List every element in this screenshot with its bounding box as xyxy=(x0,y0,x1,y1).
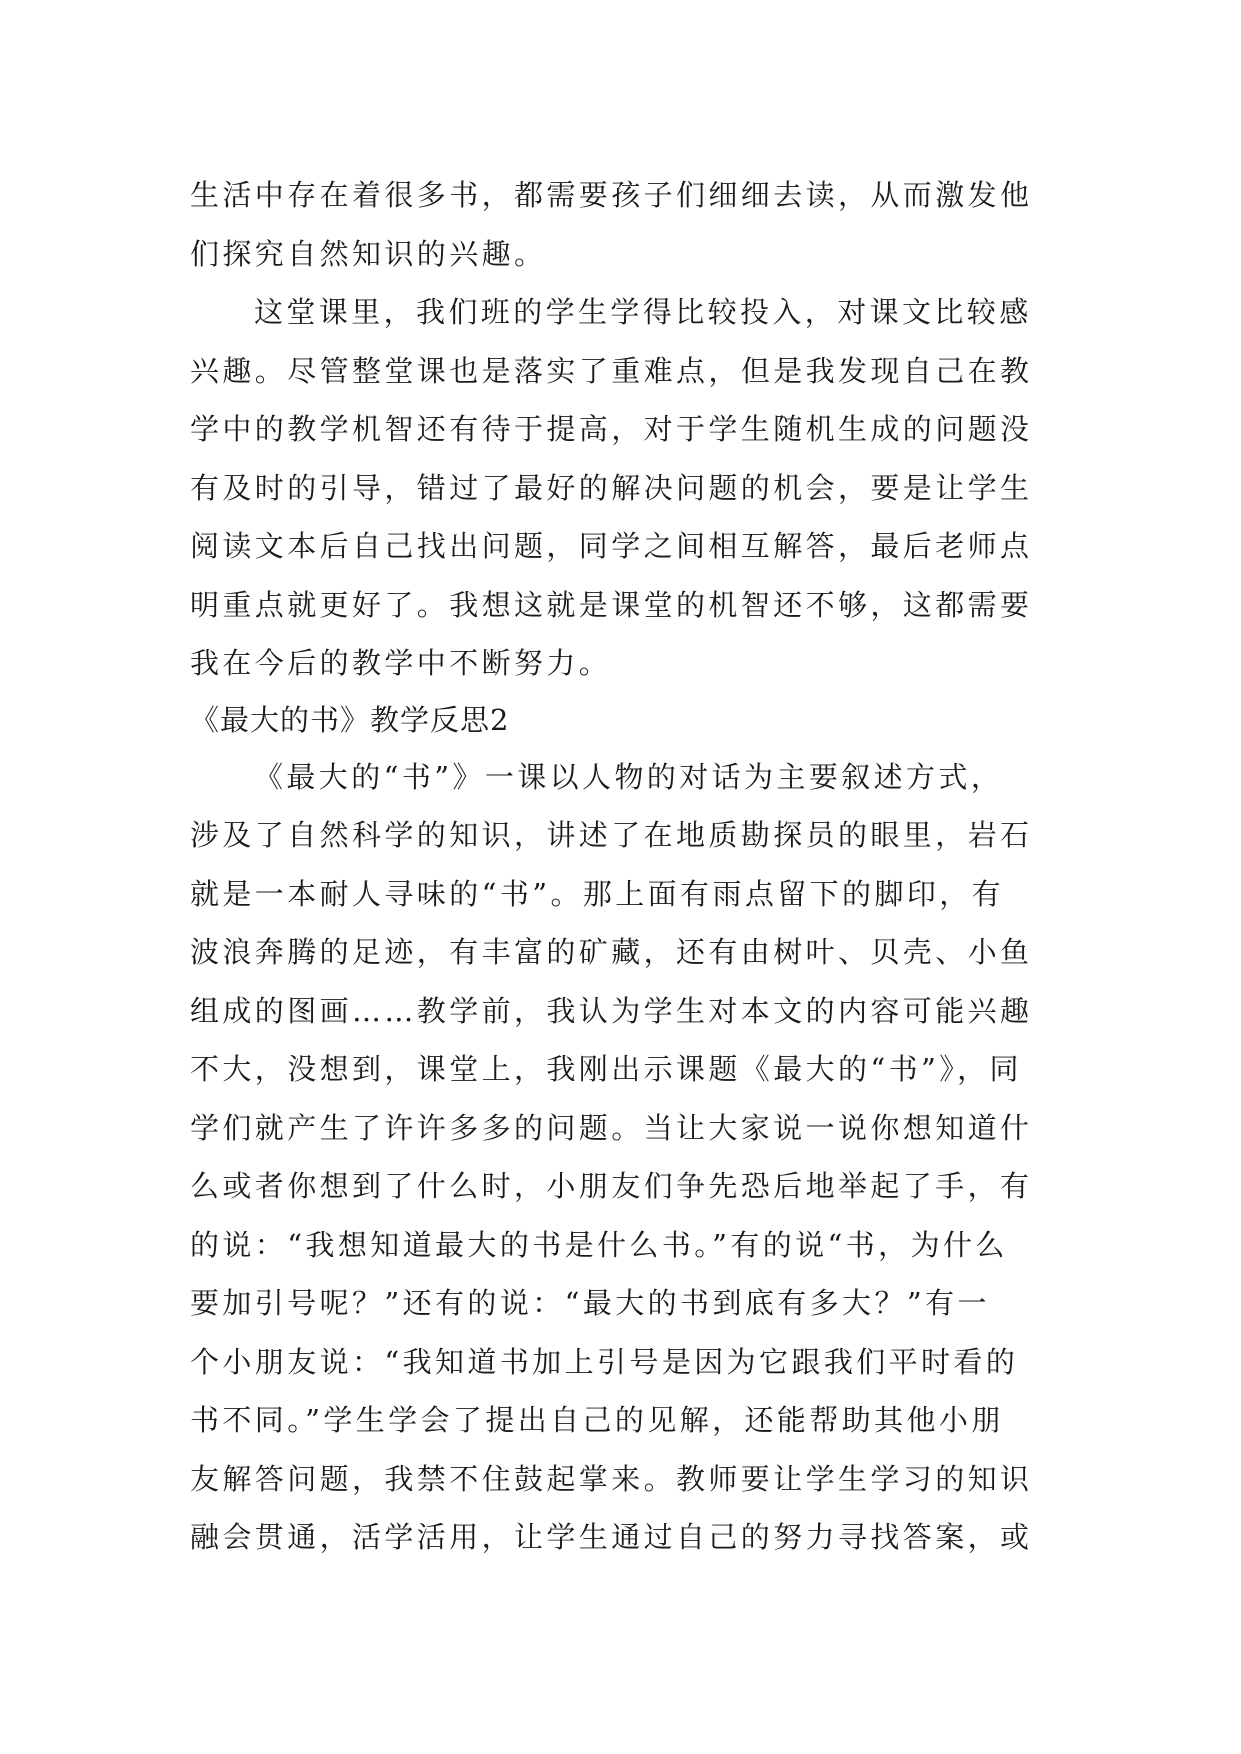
text-line: 我在今后的教学中不断努力。 xyxy=(190,646,612,680)
document-body xyxy=(190,166,1058,1567)
paragraph xyxy=(190,283,1058,693)
text-line: 阅读文本后自己找出问题，同学之间相互解答，最后老师点 xyxy=(190,529,1033,563)
text-line: 要加引号呢？”还有的说：“最大的书到底有多大？”有一 xyxy=(190,1286,990,1320)
text-line: 么或者你想到了什么时，小朋友们争先恐后地举起了手，有 xyxy=(190,1169,1033,1203)
paragraph xyxy=(190,748,1058,1567)
text-line: 组成的图画……教学前，我认为学生对本文的内容可能兴趣 xyxy=(190,993,1033,1028)
text-line: 涉及了自然科学的知识，讲述了在地质勘探员的眼里，岩石 xyxy=(190,818,1033,852)
text-line: 不大，没想到，课堂上，我刚出示课题《最大的“书”》，同 xyxy=(190,1052,1022,1086)
text-line: 这堂课里，我们班的学生学得比较投入，对课文比较感 xyxy=(254,295,1032,329)
text-line: 书不同。”学生学会了提出自己的见解，还能帮助其他小朋 xyxy=(190,1403,1004,1437)
text-line: 明重点就更好了。我想这就是课堂的机智还不够，这都需要 xyxy=(190,587,1033,622)
text-line: 就是一本耐人寻味的“书”。那上面有雨点留下的脚印，有 xyxy=(190,876,1005,911)
text-line: 学中的教学机智还有待于提高，对于学生随机生成的问题没 xyxy=(190,412,1033,446)
paragraph xyxy=(190,166,1058,283)
text-line: 生活中存在着很多书，都需要孩子们细细去读，从而激发他 xyxy=(190,178,1033,212)
text-line: 学们就产生了许许多多的问题。当让大家说一说你想知道什 xyxy=(190,1110,1033,1145)
section-heading: 《最大的书》教学反思2 xyxy=(190,702,510,737)
text-line: 有及时的引导，错过了最好的解决问题的机会，要是让学生 xyxy=(190,470,1033,505)
text-line: 兴趣。尽管整堂课也是落实了重难点，但是我发现自己在教 xyxy=(190,353,1033,388)
text-line: 融会贯通，活学活用，让学生通过自己的努力寻找答案，或 xyxy=(190,1520,1033,1554)
text-line: 《最大的“书”》一课以人物的对话为主要叙述方式， xyxy=(254,759,1004,794)
text-line: 的说：“我想知道最大的书是什么书。”有的说“书，为什么 xyxy=(190,1227,1008,1262)
text-line: 波浪奔腾的足迹，有丰富的矿藏，还有由树叶、贝壳、小鱼 xyxy=(190,935,1033,969)
text-line: 们探究自然知识的兴趣。 xyxy=(190,236,547,271)
text-line: 友解答问题，我禁不住鼓起掌来。教师要让学生学习的知识 xyxy=(190,1461,1033,1496)
text-line: 个小朋友说：“我知道书加上引号是因为它跟我们平时看的 xyxy=(190,1344,1019,1379)
